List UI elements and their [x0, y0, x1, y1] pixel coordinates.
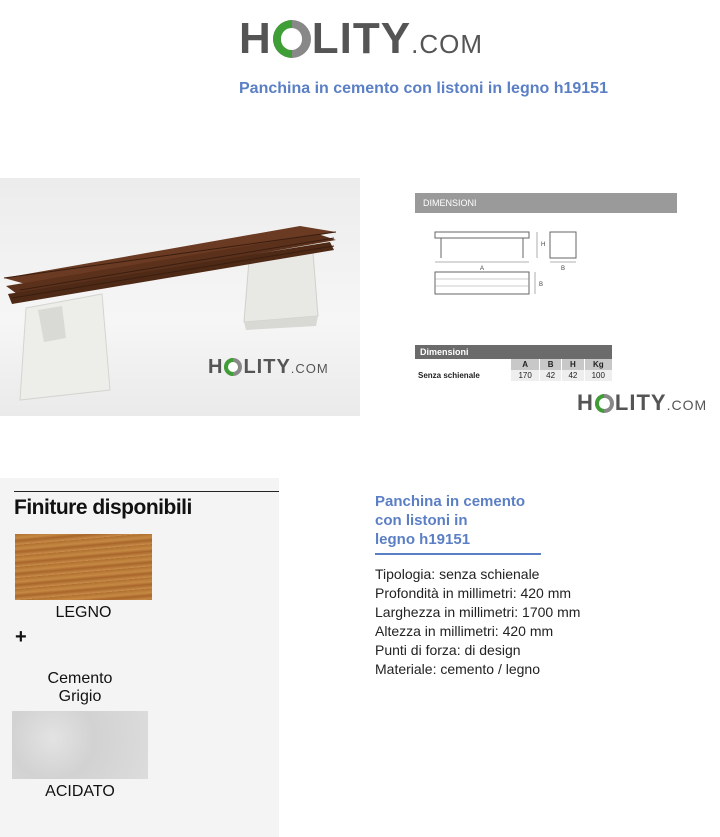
list-item: Materiale: cemento / legno	[375, 661, 540, 677]
holity-logo[interactable]	[239, 14, 483, 64]
concrete-label-1: Cemento	[47, 670, 113, 687]
table-row	[415, 370, 612, 381]
logo-o-icon	[224, 358, 242, 376]
list-item: Tipologia: senza schienale	[375, 566, 540, 582]
finishes-title: Finiture disponibili	[14, 496, 192, 519]
product-photo	[0, 178, 360, 416]
wood-swatch	[15, 534, 152, 600]
table-cell-a: 170	[511, 370, 540, 381]
logo-letter-h: H	[239, 14, 272, 63]
logo-letter-h: H	[577, 390, 594, 415]
table-cell-h: 42	[562, 370, 584, 381]
logo-letters-lity: LITY	[614, 390, 667, 415]
concrete-swatch	[12, 711, 148, 779]
spec-title-line: legno h19151	[375, 531, 471, 548]
bench-illustration	[0, 178, 360, 416]
spec-divider	[375, 553, 541, 555]
logo-domain: .COM	[666, 397, 708, 413]
dimensions-table-caption: Dimensioni	[415, 345, 612, 359]
dimension-drawing	[415, 218, 685, 338]
logo-o-icon	[273, 20, 311, 58]
spec-title-line: Panchina in cemento	[375, 493, 526, 510]
page-title: Panchina in cemento con listoni in legno h19151	[239, 80, 608, 97]
table-header-kg: Kg	[584, 359, 612, 370]
photo-watermark-logo	[208, 355, 329, 379]
list-item: Altezza in millimetri: 420 mm	[375, 623, 554, 639]
spec-title-line: con listoni in	[375, 512, 468, 529]
table-cell-b: 42	[539, 370, 561, 381]
list-item: Profondità in millimetri: 420 mm	[375, 585, 572, 601]
list-item: Larghezza in millimetri: 1700 mm	[375, 604, 581, 620]
dim-label-b2: B	[539, 282, 544, 288]
finishes-panel	[0, 478, 279, 837]
table-row-label: Senza schienale	[418, 371, 480, 380]
logo-letters-lity: LITY	[243, 356, 291, 378]
dimensions-watermark-logo	[577, 390, 707, 416]
logo-domain: .COM	[290, 361, 329, 376]
table-header-b: B	[539, 359, 561, 370]
spec-list	[375, 565, 580, 679]
logo-letter-h: H	[208, 356, 224, 378]
spec-title	[375, 492, 555, 549]
dimensions-sheet	[415, 190, 685, 420]
dim-label-a: A	[479, 266, 485, 272]
concrete-finish-label: ACIDATO	[45, 783, 115, 800]
logo-domain: .COM	[411, 29, 483, 59]
table-header-h: H	[562, 359, 584, 370]
dimensions-table	[415, 345, 612, 381]
table-header-empty	[415, 359, 511, 370]
table-cell-kg: 100	[584, 370, 612, 381]
table-header-a: A	[511, 359, 540, 370]
dim-label-b: B	[560, 266, 566, 272]
list-item: Punti di forza: di design	[375, 642, 521, 658]
dim-label-h: H	[541, 242, 546, 248]
finishes-divider	[14, 491, 279, 492]
logo-o-icon	[595, 394, 614, 413]
wood-label: LEGNO	[55, 604, 112, 621]
logo-letters-lity: LITY	[311, 14, 412, 63]
dimensions-table-header-row	[415, 359, 612, 370]
plus-sign: +	[15, 626, 27, 648]
concrete-label-2: Grigio	[58, 688, 102, 705]
dimensions-header: DIMENSIONI	[415, 193, 677, 213]
